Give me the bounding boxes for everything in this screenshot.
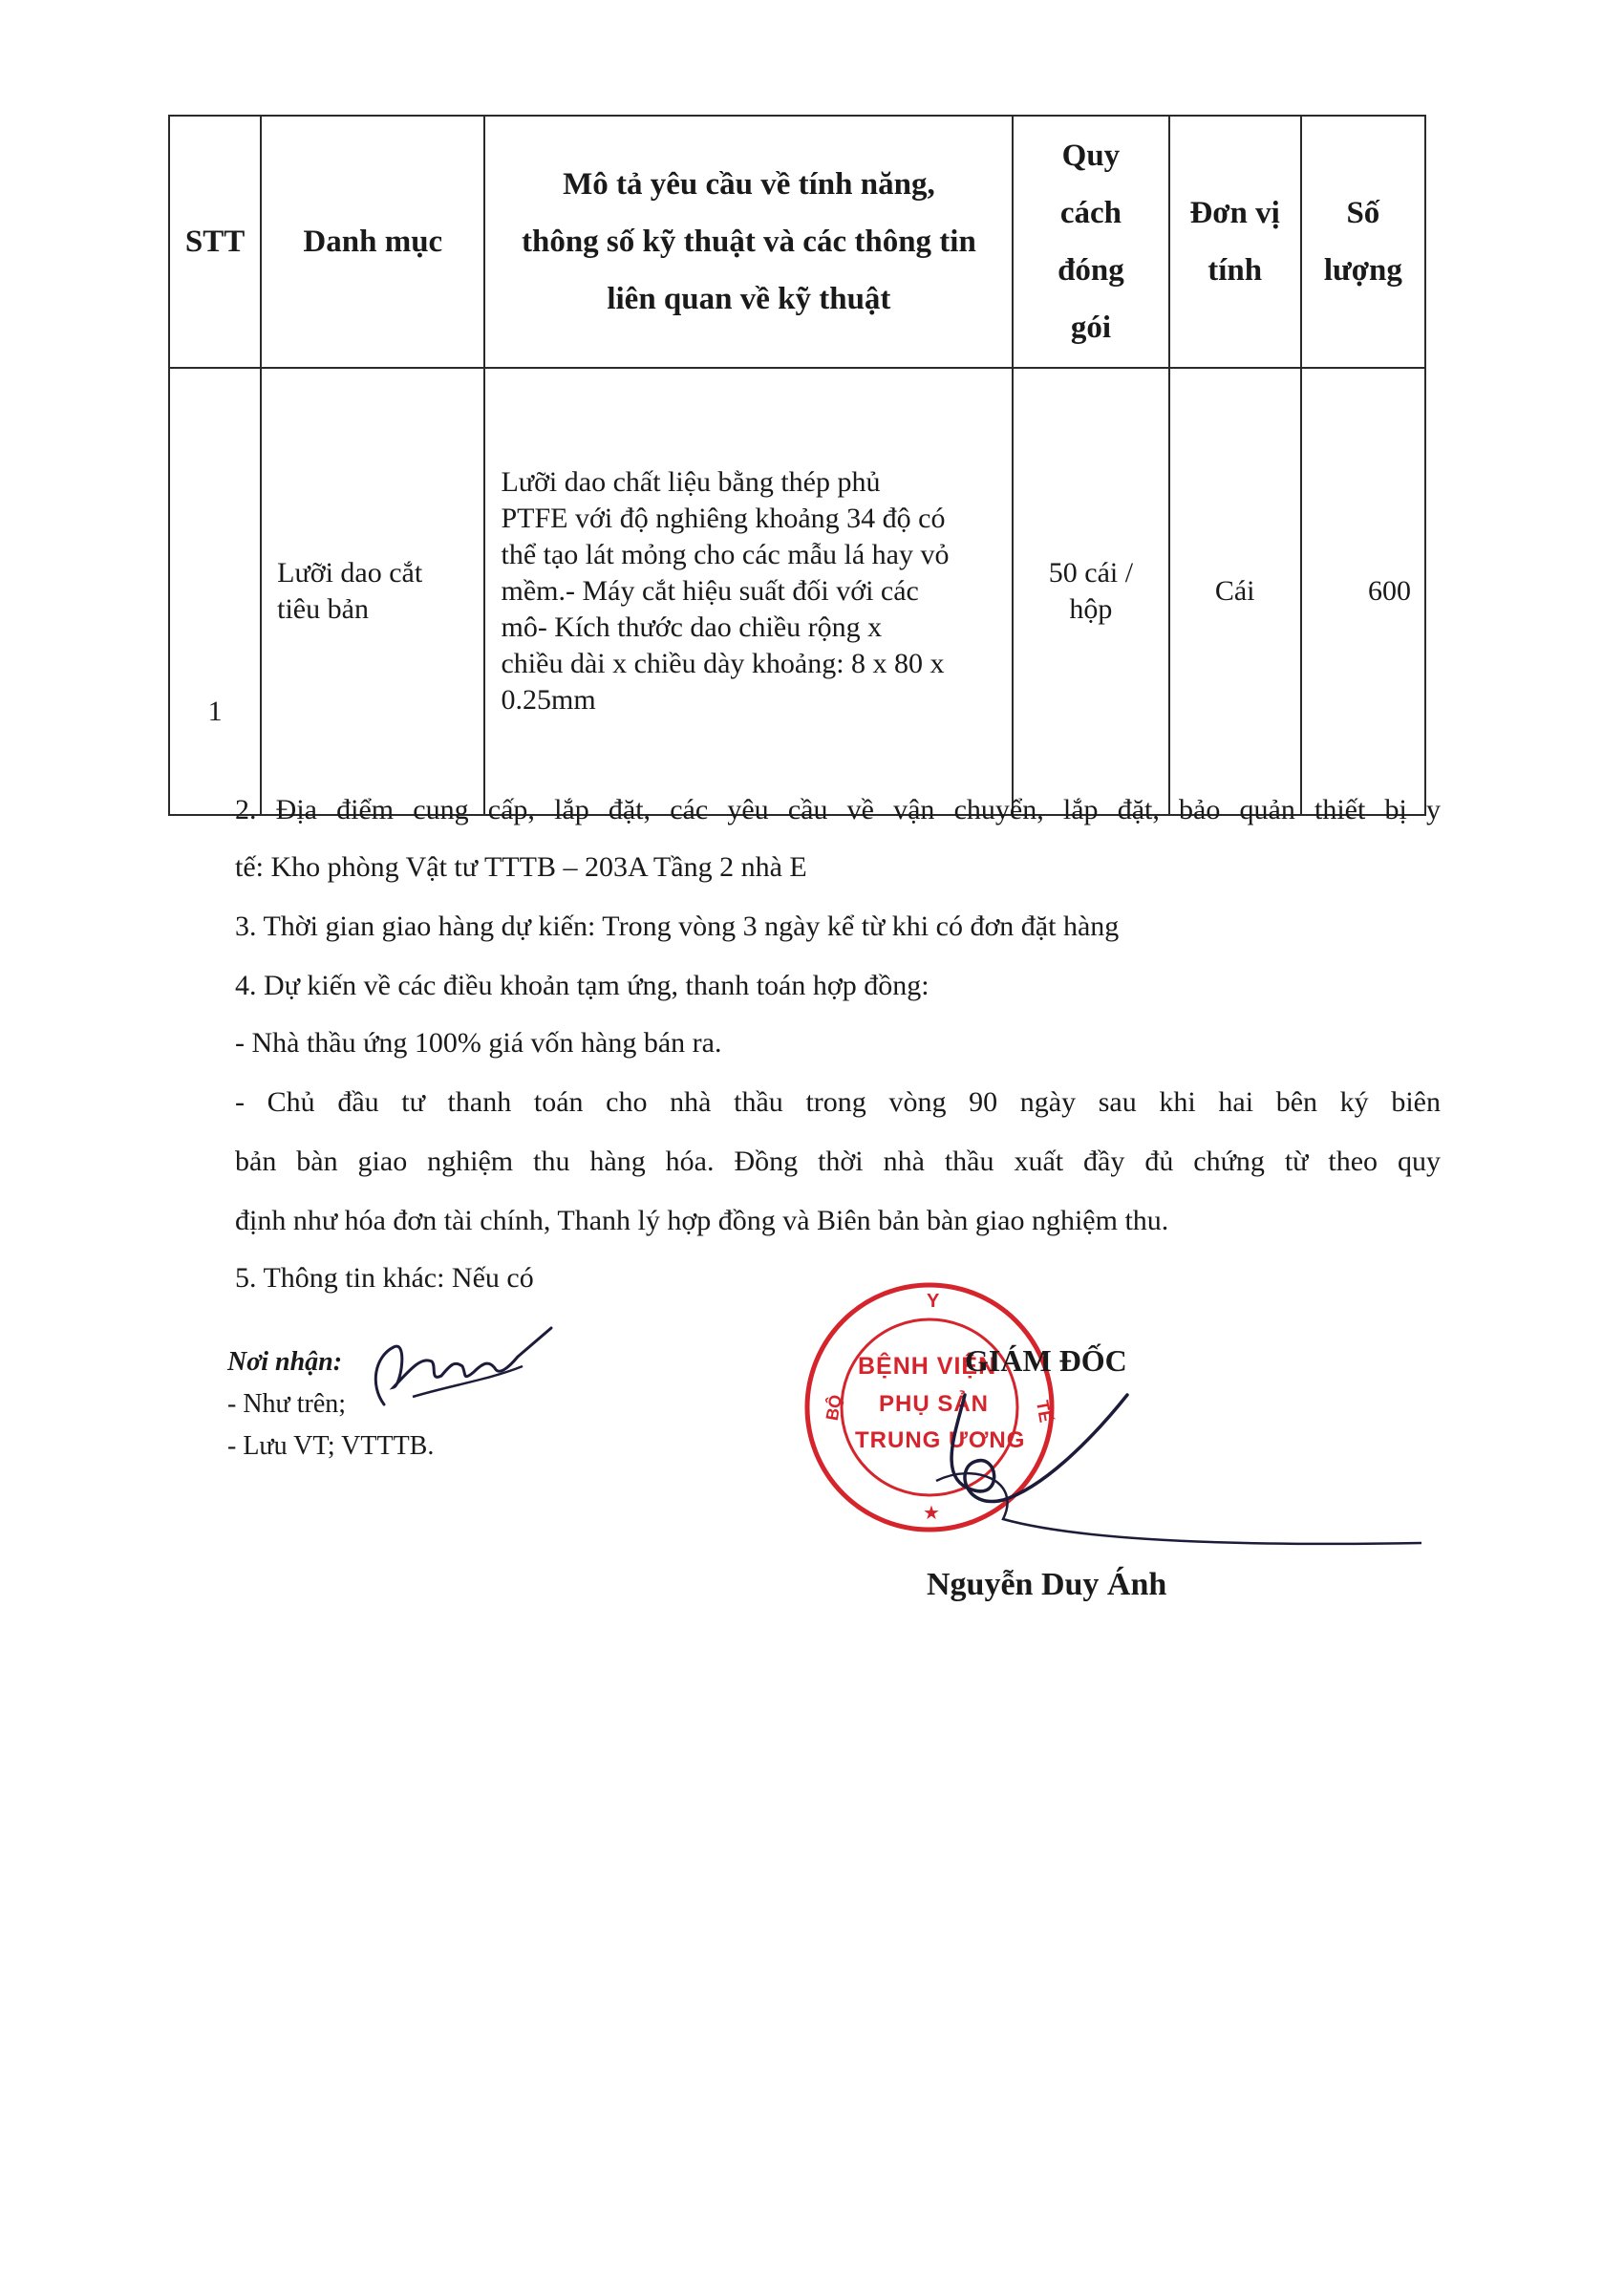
cell-quy-cach-line: hộp — [1069, 593, 1113, 625]
cell-danh-muc-line: Lưỡi dao cắt — [277, 557, 423, 589]
paragraph-3: 3. Thời gian giao hàng dự kiến: Trong vòng 3 ngày kể từ khi có đơn đặt hàng — [235, 911, 1120, 942]
stamp-line: PHỤ SẢN — [879, 1391, 990, 1417]
initials-signature-icon — [355, 1318, 566, 1414]
stamp-ring-text: BỘ — [822, 1393, 846, 1423]
header-so-luong-line: Số — [1346, 196, 1380, 230]
header-mo-ta-line: liên quan về kỹ thuật — [607, 282, 891, 316]
header-quy-cach-line: đóng — [1058, 253, 1124, 288]
paragraph-4b-line-2: bản bàn giao nghiệm thu hàng hóa. Đồng thời nhà thầu xuất đầy đủ chứng từ theo quy — [235, 1146, 1441, 1177]
header-don-vi-line: tính — [1207, 253, 1263, 288]
header-quy-cach — [1013, 116, 1168, 368]
paragraph-4b-line-1: - Chủ đầu tư thanh toán cho nhà thầu trong vòng 90 ngày sau khi hai bên ký biên — [235, 1086, 1441, 1118]
cell-quy-cach-line: 50 cái / — [1048, 557, 1134, 589]
recipient-item: - Lưu VT; VTTTB. — [227, 1431, 435, 1461]
header-mo-ta-line: Mô tả yêu cầu về tính năng, — [563, 167, 935, 202]
header-quy-cach-line: cách — [1059, 196, 1122, 230]
header-so-luong — [1301, 116, 1425, 368]
cell-mo-ta-line: Lưỡi dao chất liệu bằng thép phủ — [501, 466, 881, 498]
header-mo-ta-line: thông số kỹ thuật và các thông tin — [521, 225, 976, 259]
cell-mo-ta-line: thể tạo lát mỏng cho các mẫu lá hay vỏ — [501, 539, 950, 570]
paragraph-5: 5. Thông tin khác: Nếu có — [235, 1262, 534, 1294]
header-quy-cach-line: Quy — [1061, 139, 1121, 173]
stamp-ring-text: Y — [927, 1291, 940, 1312]
recipients-label: Nơi nhận: — [227, 1347, 343, 1377]
header-so-luong-line: lượng — [1323, 253, 1402, 288]
cell-danh-muc-line: tiêu bản — [277, 593, 369, 625]
paragraph-4: 4. Dự kiến về các điều khoản tạm ứng, thanh toán hợp đồng: — [235, 970, 930, 1001]
cell-danh-muc — [261, 368, 484, 815]
cell-mo-ta-line: 0.25mm — [501, 684, 596, 716]
cell-mo-ta-line: mềm.- Máy cắt hiệu suất đối với các — [501, 575, 919, 607]
cell-don-vi: Cái — [1169, 368, 1301, 815]
cell-mo-ta — [484, 368, 1013, 815]
signer-name: Nguyễn Duy Ánh — [927, 1567, 1167, 1602]
specification-table — [168, 115, 1426, 816]
cell-stt: 1 — [169, 368, 261, 815]
cell-quy-cach — [1013, 368, 1168, 815]
cell-so-luong: 600 — [1301, 368, 1425, 815]
svg-text:★: ★ — [923, 1503, 940, 1524]
header-stt: STT — [169, 116, 261, 368]
header-mo-ta — [484, 116, 1013, 368]
director-title: GIÁM ĐỐC — [965, 1343, 1127, 1378]
header-quy-cach-line: gói — [1070, 311, 1112, 345]
paragraph-4a: - Nhà thầu ứng 100% giá vốn hàng bán ra. — [235, 1027, 722, 1059]
table-header-row — [169, 116, 1425, 368]
paragraph-2-line-1: 2. Địa điểm cung cấp, lắp đặt, các yêu cầu về vận chuyển, lắp đặt, bảo quản thiết bị y — [235, 794, 1441, 825]
header-don-vi-line: Đơn vị — [1189, 196, 1280, 230]
director-signature-icon — [898, 1376, 1433, 1557]
header-don-vi — [1169, 116, 1301, 368]
paragraph-4b-line-3: định như hóa đơn tài chính, Thanh lý hợp đồng và Biên bản bàn giao nghiệm thu. — [235, 1205, 1169, 1236]
table-row — [169, 368, 1425, 815]
stamp-line: TRUNG ƯƠNG — [855, 1427, 1026, 1453]
cell-mo-ta-line: PTFE với độ nghiêng khoảng 34 độ có — [501, 503, 946, 534]
header-danh-muc: Danh mục — [261, 116, 484, 368]
cell-mo-ta-line: chiều dài x chiều dày khoảng: 8 x 80 x — [501, 648, 945, 679]
stamp-ring-text: TẾ — [1032, 1399, 1056, 1425]
cell-mo-ta-line: mô- Kích thước dao chiều rộng x — [501, 611, 883, 643]
paragraph-2-line-2: tế: Kho phòng Vật tư TTTB – 203A Tầng 2 nhà E — [235, 851, 807, 883]
recipient-item: - Như trên; — [227, 1389, 347, 1419]
stamp-line: BỆNH VIỆN — [858, 1353, 997, 1380]
